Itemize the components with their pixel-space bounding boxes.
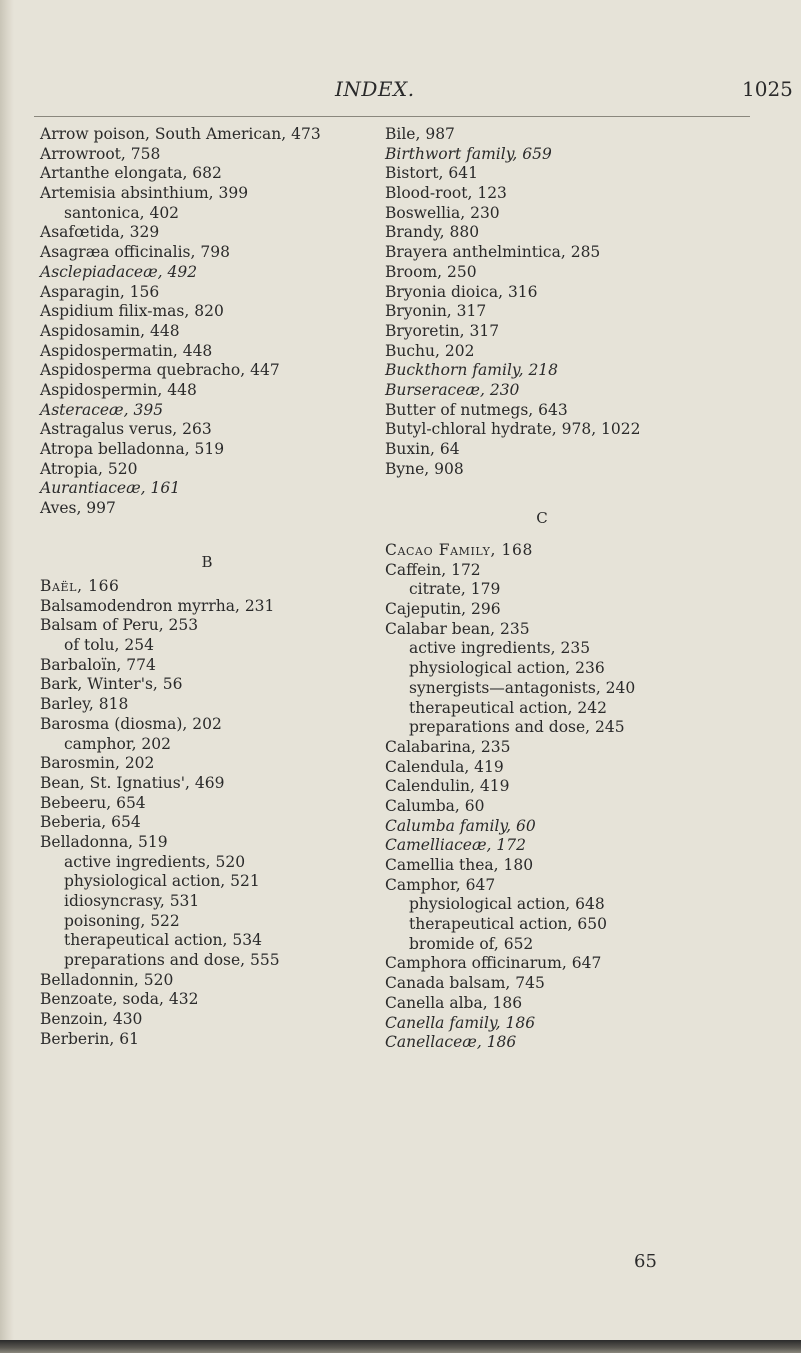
index-entry: Boswellia, 230 <box>385 203 500 222</box>
index-entry: Barosmin, 202 <box>40 754 155 773</box>
index-subentry: bromide of, 652 <box>409 934 534 953</box>
index-entry: Canella alba, 186 <box>385 993 523 1012</box>
index-entry: Butyl-chloral hydrate, 978, 1022 <box>385 420 641 439</box>
page-number: 1025 <box>742 77 793 101</box>
index-entry: Blood-root, 123 <box>385 184 507 203</box>
index-entry: Bark, Winter's, 56 <box>40 675 183 694</box>
index-subentry: citrate, 179 <box>409 580 501 599</box>
index-entry: Berberin, 61 <box>40 1029 139 1048</box>
index-entry: Balsam of Peru, 253 <box>40 616 199 635</box>
index-subentry: active ingredients, 520 <box>64 852 246 871</box>
right-column <box>385 125 785 479</box>
index-entry: Astragalus verus, 263 <box>40 420 212 439</box>
index-entry: Brayera anthelmintica, 285 <box>385 243 601 262</box>
index-entry: Canella family, 186 <box>385 1013 536 1032</box>
index-entry: Burseraceæ, 230 <box>385 380 520 399</box>
index-entry: Belladonnin, 520 <box>40 970 174 989</box>
index-entry: Calabar bean, 235 <box>385 619 530 638</box>
index-subentry: physiological action, 521 <box>64 872 260 891</box>
entries-b-continued <box>385 125 785 479</box>
index-entry: Arrow poison, South American, 473 <box>40 125 321 143</box>
page-title: INDEX. <box>335 77 415 101</box>
index-subentry: therapeutical action, 534 <box>64 931 262 950</box>
index-entry: Bile, 987 <box>385 125 455 143</box>
left-column <box>40 125 380 519</box>
index-subentry: physiological action, 236 <box>409 659 605 678</box>
index-entry: Aves, 997 <box>40 499 116 518</box>
index-entry: Brandy, 880 <box>385 223 480 242</box>
index-entry: Bryonia dioica, 316 <box>385 282 538 301</box>
index-subentry: santonica, 402 <box>64 203 180 222</box>
signature-mark: 65 <box>634 1251 657 1272</box>
index-entry: Calumba, 60 <box>385 796 485 815</box>
index-entry: Aspidosperma quebracho, 447 <box>40 361 280 380</box>
page-binding-edge <box>0 0 14 1353</box>
index-entry: Baël, 166 <box>40 577 120 595</box>
index-entry: Aurantiaceæ, 161 <box>40 479 181 498</box>
index-entry: Camphor, 647 <box>385 875 496 894</box>
index-entry: Bryonin, 317 <box>385 302 487 321</box>
index-subentry: therapeutical action, 242 <box>409 698 607 717</box>
page-header <box>0 77 801 113</box>
index-entry: Cajeputin, 296 <box>385 600 501 619</box>
index-entry: Barosma (diosma), 202 <box>40 714 222 733</box>
index-entry: Belladonna, 519 <box>40 832 168 851</box>
index-entry: Calumba family, 60 <box>385 816 536 835</box>
index-entry: Caffein, 172 <box>385 560 481 579</box>
index-entry: Canada balsam, 745 <box>385 974 545 993</box>
index-entry: Barbaloïn, 774 <box>40 655 156 674</box>
index-entry: Cacao Family, 168 <box>385 541 533 559</box>
index-subentry: active ingredients, 235 <box>409 639 591 658</box>
index-entry: Buckthorn family, 218 <box>385 361 559 380</box>
index-entry: Butter of nutmegs, 643 <box>385 400 568 419</box>
index-entry: Atropa belladonna, 519 <box>40 440 225 458</box>
index-entry: Beberia, 654 <box>40 813 141 832</box>
index-entry: Asparagin, 156 <box>40 282 160 301</box>
index-entry: Aspidospermatin, 448 <box>40 341 213 360</box>
index-entry: Byne, 908 <box>385 459 464 478</box>
index-entry: Buchu, 202 <box>385 341 475 360</box>
index-entry: Aspidospermin, 448 <box>40 380 197 399</box>
section-letter-c: C <box>536 509 548 527</box>
index-entry: Bean, St. Ignatius', 469 <box>40 773 225 792</box>
index-entry: Balsamodendron myrrha, 231 <box>40 596 275 615</box>
index-entry: Aspidium filix-mas, 820 <box>40 302 224 321</box>
index-entry: Camellia thea, 180 <box>385 856 534 874</box>
entries-a <box>40 125 380 519</box>
index-entry: Calabarina, 235 <box>385 737 511 756</box>
index-subentry: poisoning, 522 <box>64 911 180 930</box>
index-subentry: preparations and dose, 555 <box>64 951 280 970</box>
index-entry: Barley, 818 <box>40 695 129 714</box>
index-entry: Calendula, 419 <box>385 757 504 776</box>
index-entry: Aspidosamin, 448 <box>40 321 180 340</box>
index-entry: Artanthe elongata, 682 <box>40 164 222 183</box>
index-entry: Atropia, 520 <box>40 459 138 478</box>
index-entry: Artemisia absinthium, 399 <box>40 184 249 203</box>
right-column-c <box>385 541 785 1053</box>
index-subentry: idiosyncrasy, 531 <box>64 892 200 910</box>
index-entry: Camphora officinarum, 647 <box>385 954 602 973</box>
index-entry: Bistort, 641 <box>385 164 478 183</box>
index-entry: Arrowroot, 758 <box>40 144 161 163</box>
index-entry: Camelliaceæ, 172 <box>385 836 526 855</box>
index-subentry: of tolu, 254 <box>64 636 154 655</box>
index-entry: Bebeeru, 654 <box>40 793 146 812</box>
index-subentry: camphor, 202 <box>64 734 172 753</box>
index-entry: Calendulin, 419 <box>385 777 510 796</box>
index-entry: Canellaceæ, 186 <box>385 1033 517 1052</box>
section-letter-b: B <box>201 553 213 571</box>
page-bottom-shadow <box>0 1340 801 1353</box>
index-entry: Buxin, 64 <box>385 440 460 458</box>
index-entry: Benzoate, soda, 432 <box>40 990 199 1009</box>
index-entry: Asafœtida, 329 <box>40 223 160 242</box>
index-subentry: physiological action, 648 <box>409 895 605 914</box>
index-entry: Birthwort family, 659 <box>385 144 552 163</box>
left-column-b <box>40 577 380 1050</box>
index-entry: Broom, 250 <box>385 262 477 281</box>
index-entry: Benzoin, 430 <box>40 1010 143 1029</box>
index-entry: Asclepiadaceæ, 492 <box>40 262 198 281</box>
index-entry: Asagræa officinalis, 798 <box>40 243 230 262</box>
index-subentry: preparations and dose, 245 <box>409 718 625 737</box>
entries-c <box>385 541 785 1053</box>
index-subentry: synergists—antagonists, 240 <box>409 678 636 697</box>
index-entry: Asteraceæ, 395 <box>40 400 164 419</box>
entries-b <box>40 577 380 1050</box>
index-subentry: therapeutical action, 650 <box>409 915 607 934</box>
header-rule <box>34 116 750 117</box>
index-entry: Bryoretin, 317 <box>385 321 500 340</box>
